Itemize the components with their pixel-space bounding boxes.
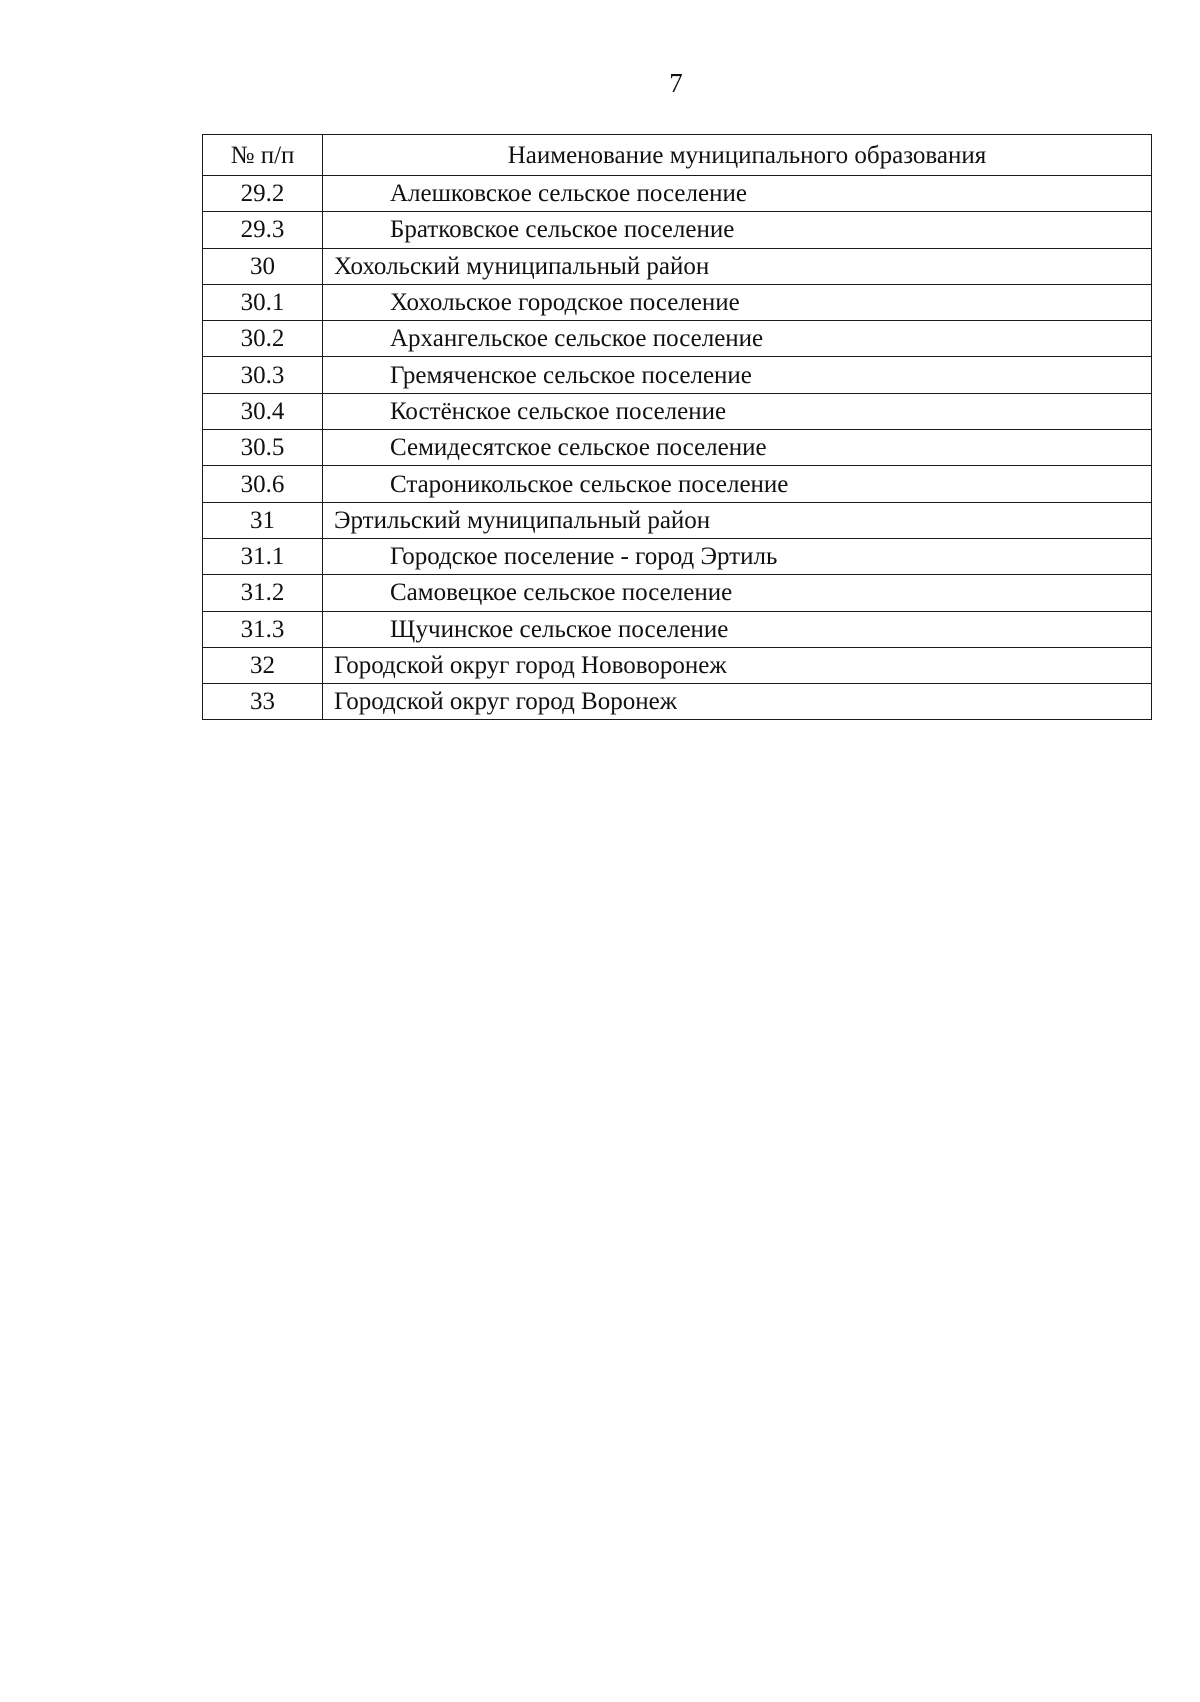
row-name: Староникольское сельское поселение [323, 466, 1152, 502]
table-row [203, 284, 1152, 320]
table-row [203, 466, 1152, 502]
row-name: Алешковское сельское поселение [323, 176, 1152, 212]
row-number: 33 [203, 684, 323, 720]
table-row [203, 176, 1152, 212]
table-row [203, 393, 1152, 429]
row-name: Братковское сельское поселение [323, 212, 1152, 248]
row-name: Семидесятское сельское поселение [323, 430, 1152, 466]
row-number: 30.2 [203, 321, 323, 357]
row-number: 31 [203, 502, 323, 538]
table-row [203, 430, 1152, 466]
table-row [203, 647, 1152, 683]
row-name: Эртильский муниципальный район [323, 502, 1152, 538]
table-row [203, 212, 1152, 248]
row-name: Щучинское сельское поселение [323, 611, 1152, 647]
row-name: Архангельское сельское поселение [323, 321, 1152, 357]
row-name: Костёнское сельское поселение [323, 393, 1152, 429]
table-header-row [203, 135, 1152, 176]
row-number: 30.5 [203, 430, 323, 466]
row-number: 30.1 [203, 284, 323, 320]
row-number: 30.6 [203, 466, 323, 502]
row-name: Гремяченское сельское поселение [323, 357, 1152, 393]
table-row [203, 575, 1152, 611]
row-number: 29.2 [203, 176, 323, 212]
table-row [203, 611, 1152, 647]
municipalities-table [202, 134, 1152, 720]
row-number: 30.4 [203, 393, 323, 429]
row-number: 31.1 [203, 538, 323, 574]
row-name: Городской округ город Нововоронеж [323, 647, 1152, 683]
column-header-name: Наименование муниципального образования [323, 135, 1152, 176]
row-name: Хохольский муниципальный район [323, 248, 1152, 284]
row-name: Городской округ город Воронеж [323, 684, 1152, 720]
row-number: 29.3 [203, 212, 323, 248]
table-row [203, 502, 1152, 538]
table-row [203, 538, 1152, 574]
table-row [203, 248, 1152, 284]
page-number: 7 [669, 68, 683, 98]
row-name: Городское поселение - город Эртиль [323, 538, 1152, 574]
row-number: 31.2 [203, 575, 323, 611]
row-number: 32 [203, 647, 323, 683]
row-number: 30 [203, 248, 323, 284]
row-name: Самовецкое сельское поселение [323, 575, 1152, 611]
table-row [203, 684, 1152, 720]
column-header-number: № п/п [203, 135, 323, 176]
table-row [203, 357, 1152, 393]
row-number: 31.3 [203, 611, 323, 647]
table-row [203, 321, 1152, 357]
row-name: Хохольское городское поселение [323, 284, 1152, 320]
row-number: 30.3 [203, 357, 323, 393]
